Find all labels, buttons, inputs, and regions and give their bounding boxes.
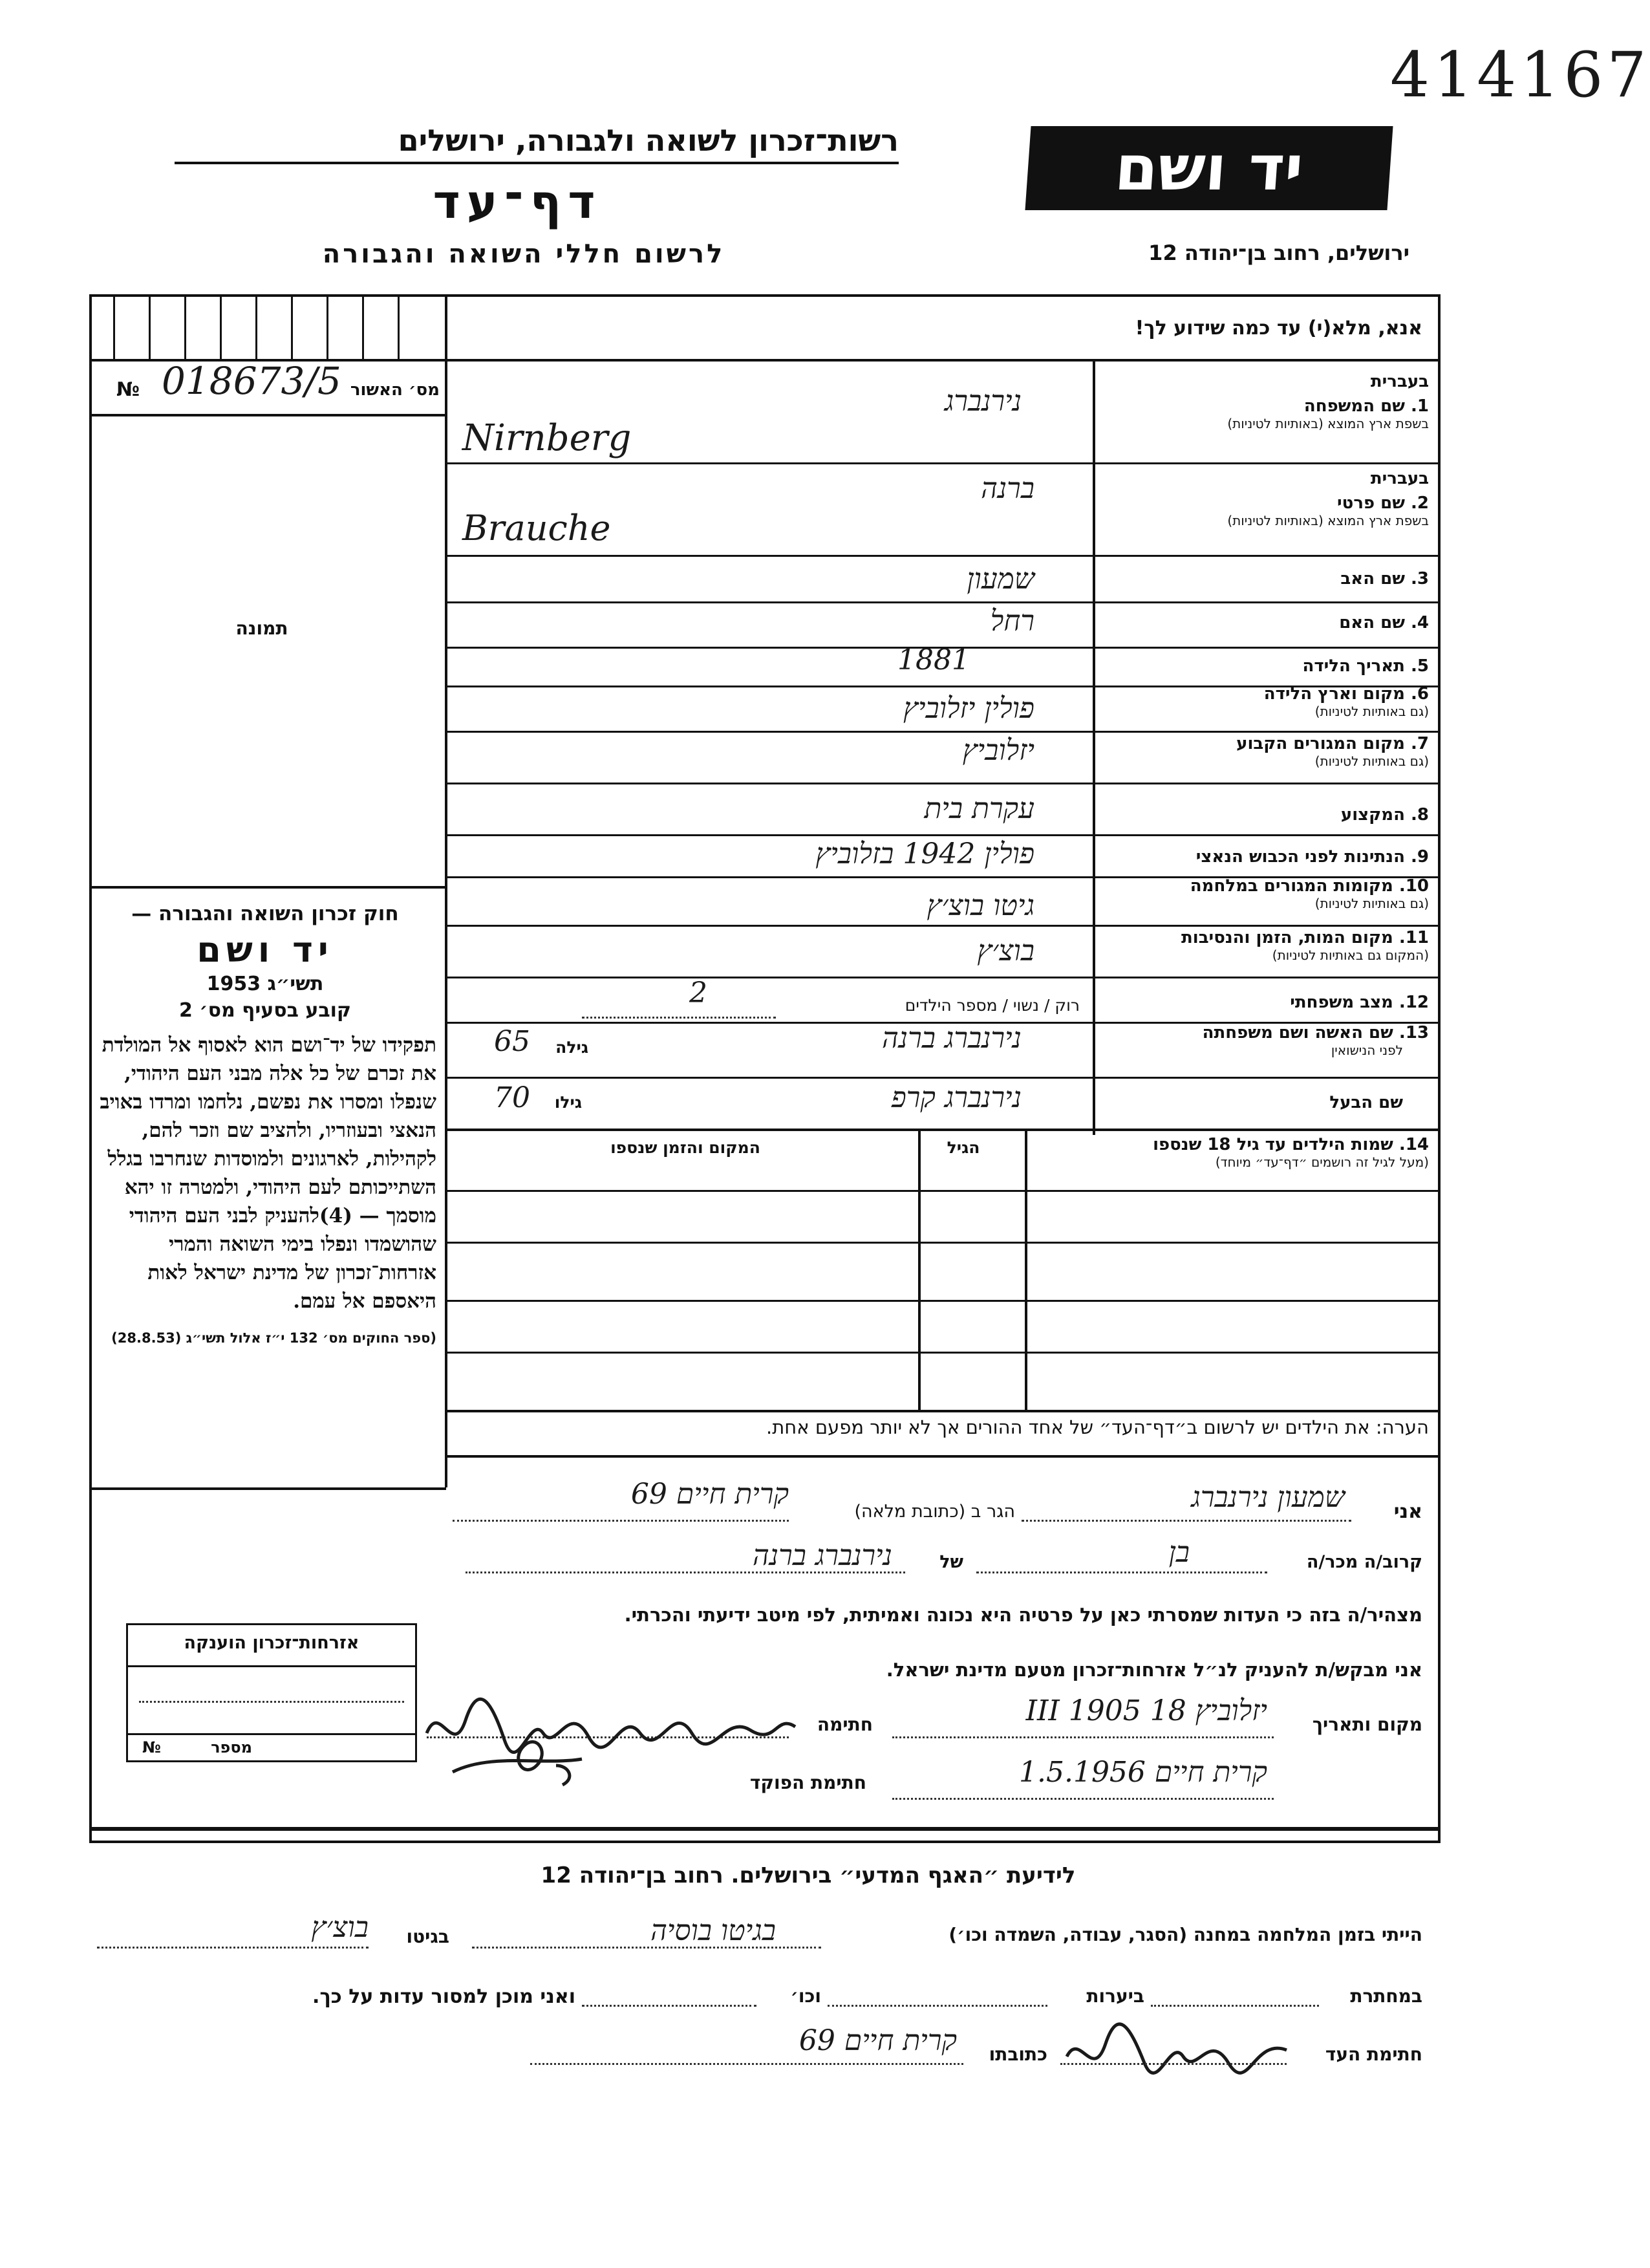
field-4-value: רחל <box>990 605 1034 638</box>
law-clause: קובע בסעיף מס׳ 2 <box>178 999 352 1022</box>
info-line1-pre: הייתי בזמן המלחמה במחנה (הסגר, עבודה, השמדה וכו׳) <box>948 1924 1422 1945</box>
decl-place-date-label: מקום ותאריך <box>1312 1714 1422 1735</box>
field-12-options: רוק / נשוי / מספר הילדים <box>905 996 1080 1015</box>
field-11-value: בוצ׳ץ <box>977 934 1034 967</box>
info-address-label: כתובתו <box>989 2044 1047 2065</box>
field-2-label: בעברית 2. שם פרטי בשפת ארץ המוצא (באותיות לטיניות) <box>1227 469 1429 528</box>
info-ready: ואני מוכן למסור עדות על כך. <box>312 1985 575 2008</box>
decl-of: של <box>939 1552 963 1572</box>
law-box <box>94 902 436 1348</box>
field-9-label: 9. הנתינות לפני הכבוש הנאצי <box>1195 847 1429 867</box>
field-2-value-he: ברנה <box>981 472 1034 505</box>
field-3-label: 3. שם האב <box>1340 569 1429 589</box>
field-10-value: גיטו בוצ׳ץ <box>927 889 1034 922</box>
law-name: יד ושם <box>197 929 334 970</box>
field-4-label: 4. שם האם <box>1339 613 1429 632</box>
field-13-age-label: גילה <box>555 1038 588 1057</box>
decl-of-name: נירנברג ברנה <box>752 1539 892 1572</box>
field-2-value-latin: Brauche <box>462 508 611 548</box>
decl-resides: הגר ב (כתובת מלאה) <box>854 1502 1015 1522</box>
field-11-label: 11. מקום המות, הזמן והנסיבות (המקום גם באותיות לטיניות) <box>1181 928 1429 963</box>
info-witness-label: חתימת העד <box>1325 2044 1422 2065</box>
info-forests: ביערות <box>1086 1985 1144 2007</box>
field-6-value: פולין יזלוביץ <box>903 692 1034 725</box>
decl-statement: מצהיר/ה בזה כי העדות שמסרתי כאן על פרטיה היא נכונה ואמיתית, לפי מיטב ידיעתי והכרתי. <box>624 1604 1422 1626</box>
info-line1-mid: בגיטו <box>406 1926 449 1947</box>
field-husband-age-label: גילו <box>554 1093 582 1112</box>
page-title: דף־עד <box>433 175 602 229</box>
logo-text: יד ושם <box>1112 132 1306 204</box>
field-9-value: פולין 1942 בזלוביץ <box>815 837 1034 870</box>
field-8-label: 8. המקצוע <box>1340 805 1429 825</box>
field-husband-label: שם הבעל <box>1329 1093 1403 1112</box>
citizenship-prefix: № <box>142 1738 161 1756</box>
field-8-value: עקרת בית <box>924 792 1034 825</box>
field-12-children-count: 2 <box>689 977 707 1010</box>
decl-request: אני מבקש/ת להעניק לנ״ל אזרחות־זכרון מטעם מדינת ישראל. <box>886 1659 1422 1681</box>
children-col-age: הגיל <box>947 1138 980 1157</box>
field-13-age: 65 <box>494 1025 530 1058</box>
law-year: 1953 <box>206 973 261 995</box>
note: הערה: את הילדים יש לרשום ב״דף־העד״ של אחד ההורים אך לא יותר מפעם אחת. <box>766 1416 1429 1438</box>
field-5-value: 1881 <box>897 643 970 676</box>
info-camp: בגיטו בוסיה <box>650 1914 776 1947</box>
decl-ani: אני <box>1393 1500 1422 1523</box>
field-1-value-he: נירנברג <box>944 385 1022 418</box>
decl-name: שמעון נירנברג <box>1191 1481 1345 1514</box>
info-title: לידיעת ״האגף המדעי״ בירושלים. רחוב בן־יהודה 12 <box>541 1863 1076 1888</box>
info-ghetto: בוצ׳ץ <box>311 1911 369 1944</box>
field-10-label: 10. מקומות המגורים במלחמה (גם באותיות לטיניות) <box>1190 876 1429 911</box>
logo <box>1025 126 1393 210</box>
org-name: רשות־זכרון לשואה ולגבורה, ירושלים <box>175 123 899 164</box>
field-3-value: שמעון <box>967 563 1034 596</box>
instruction: אנא, מלא(י) עד כמה שידוע לך! <box>1135 317 1422 340</box>
photo-label: תמונה <box>235 618 288 639</box>
field-6-label: 6. מקום וארץ הלידה (גם באותיות לטיניות) <box>1263 684 1429 719</box>
info-etc: וכו׳ <box>790 1985 821 2007</box>
info-underground: במחתרת <box>1350 1985 1422 2007</box>
left-column-divider <box>445 294 447 1487</box>
page-subtitle: לרשום חללי השואה והגבורה <box>322 239 725 269</box>
decl-officer-label: חתימת הפוקד <box>749 1772 866 1793</box>
field-7-value: יזלוביץ <box>962 734 1034 767</box>
decl-relation: בן <box>1168 1536 1190 1569</box>
archive-number: 414167 <box>1390 39 1650 111</box>
children-col-place: המקום והזמן שנספו <box>610 1138 760 1157</box>
field-5-label: 5. תאריך הלידה <box>1302 656 1429 676</box>
registration-number: 018673/5 <box>162 359 341 403</box>
law-title: חוק זכרון השואה והגבורה — <box>131 902 399 925</box>
law-text: תפקידו של יד־ושם הוא לאסוף אל המולדת את זכרם של כל אלה מבני העם היהודי, שנפלו ומסרו את נפשם, נלחמו ומרדו באויב הנאצי ובעוזריו, ולהציב שם וזכר להם, לקהילות, לארגונים ולמוסדות שנחרבו בגלל השתייכותם לעם היהודי, ולמטרה זו יהא מוסמך — (4)להעניק לבני העם היהודי שהושמדו ונפלו בימי השואה והמרי אזרחות־זכרון של מדינת ישראל לאות היאספם אל עמם. <box>100 1033 436 1313</box>
field-husband-age: 70 <box>494 1081 530 1114</box>
field-13-label: 13. שם האשה ושם משפחתה לפני הנישואין <box>1202 1023 1429 1058</box>
law-source: (ספר החוקים מס׳ 132 י״ז אלול תשי״ג (28.8.53) <box>111 1330 436 1346</box>
field-1-label: בעברית 1. שם המשפחה בשפת ארץ המוצא (באותיות לטיניות) <box>1227 372 1429 431</box>
citizenship-title: אזרחות־זכרון הוענקה <box>184 1633 359 1653</box>
children-label: 14. שמות הילדים עד גיל 18 שנספו (מעל לגיל זה רושמים ״דף־עד״ מיוחד) <box>1153 1135 1429 1170</box>
law-year-he: תשי״ג <box>267 973 324 995</box>
registration-prefix: № <box>116 378 140 401</box>
address-header: ירושלים, רחוב בן־יהודה 12 <box>1148 241 1409 265</box>
field-12-label: 12. מצב משפחתי <box>1290 993 1429 1012</box>
decl-relative-label: קרוב/ה מכר/ה <box>1306 1552 1422 1572</box>
field-husband-value: נירנברג קרפ <box>891 1081 1022 1114</box>
decl-place-date: יזלוביץ 18 III 1905 <box>1025 1694 1267 1727</box>
registration-label: מס׳ האשור <box>350 380 440 400</box>
field-7-label: 7. מקום המגורים הקבוע (גם באותיות לטיניות) <box>1236 734 1429 769</box>
decl-officer-date: קרית חיים 1.5.1956 <box>1018 1756 1267 1789</box>
decl-signature-label: חתימה <box>817 1714 873 1735</box>
info-witness-address: קרית חיים 69 <box>798 2024 957 2057</box>
field-1-value-latin: Nirnberg <box>462 417 632 459</box>
info-witness-signature <box>1060 2018 1293 2095</box>
decl-address: קרית חיים 69 <box>630 1478 789 1511</box>
citizenship-number-label: מספר <box>211 1738 252 1756</box>
field-13-value: נירנברג ברנה <box>881 1022 1022 1055</box>
